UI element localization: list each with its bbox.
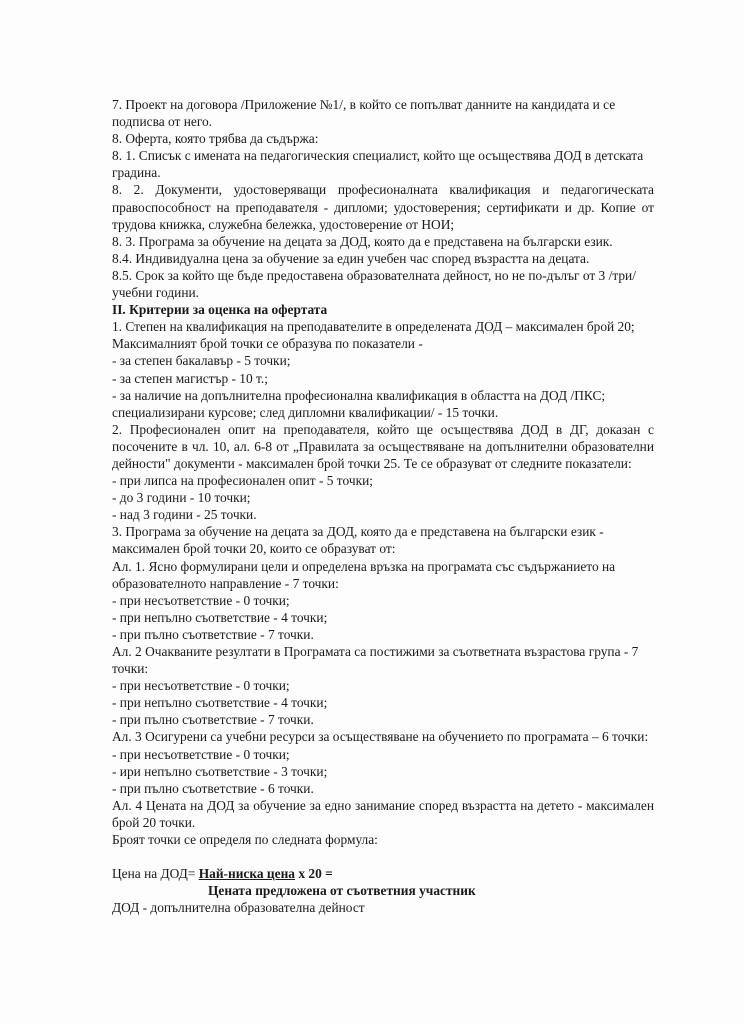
paragraph: 1. Степен на квалификация на преподавателите в определената ДОД – максимален брой 20; Максималният брой точки се образува по показатели - [112,319,635,352]
paragraph: 7. Проект на договора /Приложение №1/, в който се попълват данните на кандидата и се подписва от него. [112,97,616,130]
formula-denominator: Цената предложена от съответния участник [208,883,476,899]
paragraph: II. Критерии за оценка на офертата [112,302,328,318]
formula-multiplier: х 20 = [295,866,333,882]
paragraph: - за степен магистър - 10 т.; [112,370,268,386]
paragraph: 2. Професионален опит на преподавателя, който ще осъществява ДОД в ДГ, доказан с посочените в чл. 10, ал. 6-8 от „Правилата за осъществяване на допълнителни образователни дейности" документи - максимален брой точки 25. Те се образуват от следните показатели: [112,421,654,471]
paragraph: 8.5. Срок за който ще бъде предоставена образователната дейност, но не по-дълъг от 3 /три/ учебни години. [112,267,636,301]
paragraph: 8.4. Индивидуална цена за обучение за един учебен час според възрастта на децата. [112,250,590,266]
paragraph: - при непълно съответствие - 4 точки; [112,695,328,711]
paragraph: 8. 2. Документи, удостоверяващи професионалната квалификация и педагогическата правоспособност на преподавателя - дипломи; удостоверения; сертификати и др. Копие от трудова книжка, служебна бележка, удостоверение от НОИ; [112,182,654,232]
paragraph: - при непълно съответствие - 4 точки; [112,609,328,625]
paragraph: - за наличие на допълнителна професионална квалификация в областта на ДОД /ПКС; специализирани курсове; след дипломни квалификации/ - 15 точки. [112,387,606,420]
paragraph: Ал. 4 Цената на ДОД за обучение за едно занимание според възрастта на детето - максимален брой 20 точки. [112,797,654,830]
paragraph: - при пълно съответствие - 7 точки. [112,712,314,728]
price-formula [112,865,654,882]
paragraph-list [112,96,654,848]
paragraph: - над 3 години - 25 точки. [112,507,257,523]
paragraph: - при пълно съответствие - 6 точки. [112,780,314,796]
paragraph: - при несъответствие - 0 точки; [112,592,290,608]
spacer [112,848,654,865]
footnote: ДОД - допълнителна образователна дейност [112,900,365,916]
paragraph: - при несъответствие - 0 точки; [112,678,290,694]
paragraph: 8. Оферта, която трябва да съдържа: [112,131,319,147]
formula-numerator: Най-ниска цена [198,866,295,882]
paragraph: 8. 1. Списък с имената на педагогическия специалист, който ще осъществява ДОД в детската градина. [112,148,644,181]
paragraph: - при липса на професионален опит - 5 точки; [112,473,373,489]
paragraph: Ал. 2 Очакваните резултати в Програмата са постижими за съответната възрастова група - 7 точки: [112,644,639,677]
paragraph: - за степен бакалавър - 5 точки; [112,353,291,369]
formula-prefix: Цена на ДОД= [112,866,199,882]
paragraph: 8. 3. Програма за обучение на децата за ДОД, която да е представена на български език. [112,233,613,249]
paragraph: Броят точки се определя по следната формула: [112,832,378,848]
paragraph: 3. Програма за обучение на децата за ДОД, която да е представена на български език - максимален брой точки 20, които се образуват от: [112,524,604,557]
paragraph: - при несъответствие - 0 точки; [112,746,290,762]
paragraph: - при пълно съответствие - 7 точки. [112,626,314,642]
paragraph: - до 3 години - 10 точки; [112,490,251,506]
paragraph: Ал. 1. Ясно формулирани цели и определена връзка на програмата със съдържанието на образователното направление - 7 точки: [112,558,616,591]
paragraph: Ал. 3 Осигурени са учебни ресурси за осъществяване на обучението по програмата – 6 точки: [112,729,649,745]
document-body [112,96,654,916]
paragraph: - ири непълно съответствие - 3 точки; [112,763,328,779]
